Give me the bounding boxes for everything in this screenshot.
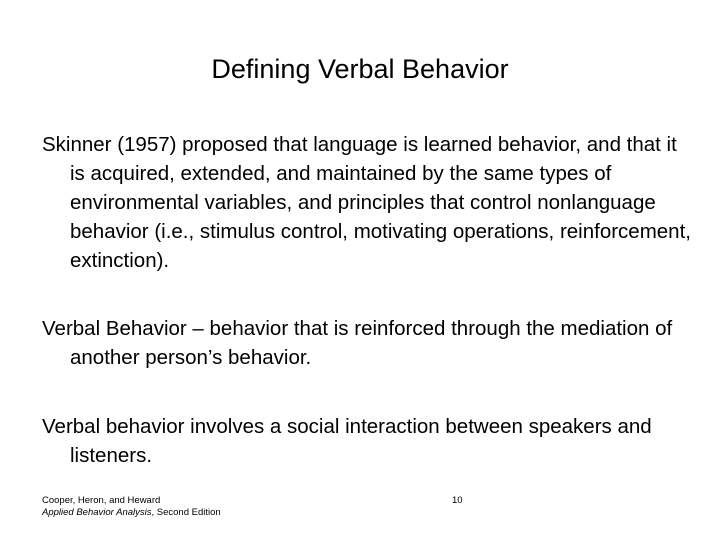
footer-authors: Cooper, Heron, and Heward [42, 495, 161, 506]
footer-citation [42, 495, 221, 519]
slide-title: Defining Verbal Behavior [211, 54, 509, 84]
footer-edition: , Second Edition [151, 507, 221, 518]
paragraph-verbal-behavior-definition: Verbal Behavior – behavior that is reinforced through the mediation of another person’s behavior. [42, 317, 673, 369]
page-number: 10 [452, 495, 463, 506]
paragraph-skinner-definition: Skinner (1957) proposed that language is learned behavior, and that it is acquired, extended, and maintained by the same types of environmental variables, and principles that control nonlanguage behavior (i.e., stimulus control, motivating operations, reinforcement, extinction). [42, 133, 691, 272]
footer-book-title: Applied Behavior Analysis [42, 507, 152, 518]
footer-book-line [42, 507, 221, 519]
paragraph-social-interaction: Verbal behavior involves a social interaction between speakers and listeners. [42, 415, 652, 467]
